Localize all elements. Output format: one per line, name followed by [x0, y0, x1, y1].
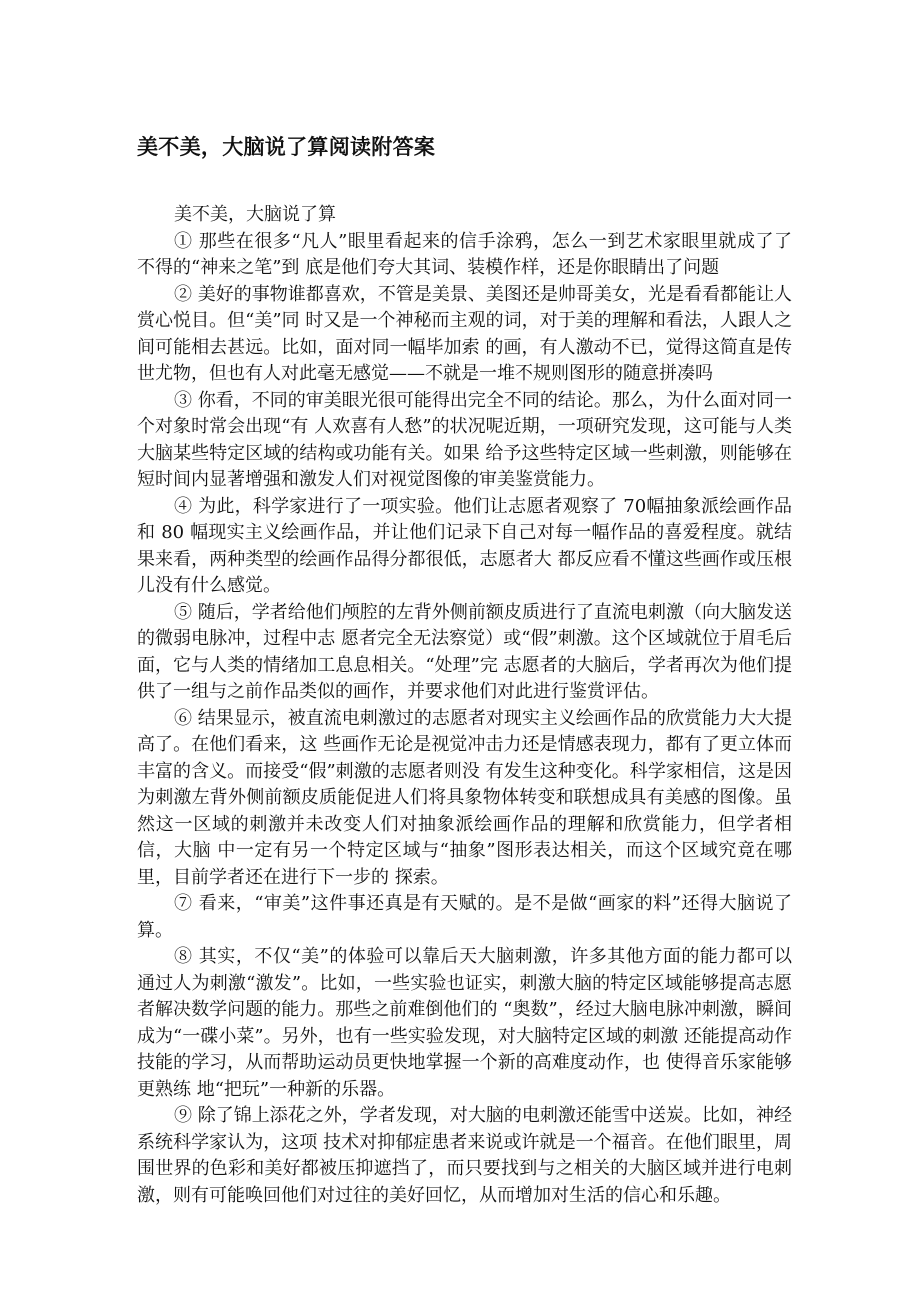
paragraph-6: ⑥ 结果显示，被直流电刺激过的志愿者对现实主义绘画作品的欣赏能力大大提高了。在他们看来，这 些画作无论是视觉冲击力还是情感表现力，都有了更立体而丰富的含义。而接受“假”刺激的志愿者则没 有发生这种变化。科学家相信，这是因为刺激左背外侧前额皮质能促进人们将具象物体转变和联想成具有美感的图像。虽然这一区域的刺激并未改变人们对抽象派绘画作品的理解和欣赏能力，但学者相信，大脑 中一定有另一个特定区域与“抽象”图形表达相关，而这个区域究竟在哪里，目前学者还在进行下一步的 探索。: [137, 707, 792, 888]
article-subtitle: 美不美，大脑说了算: [174, 204, 336, 225]
article-body: [137, 202, 792, 1209]
paragraph-4: ④ 为此，科学家进行了一项实验。他们让志愿者观察了 70幅抽象派绘画作品和 80 幅现实主义绘画作品，并让他们记录下自己对每一幅作品的喜爱程度。就结果来看，两种类型的绘画作品得分都很低，志愿者大 都反应看不懂这些画作或压根儿没有什么感觉。: [137, 495, 792, 596]
paragraph-2: ② 美好的事物谁都喜欢，不管是美景、美图还是帅哥美女，光是看看都能让人赏心悦目。但“美”同 时又是一个神秘而主观的词，对于美的理解和看法，人跟人之间可能相去甚远。比如，面对同一幅毕加索 的画，有人激动不已，觉得这简直是传世尤物，但也有人对此毫无感觉——不就是一堆不规则图形的随意拼凑吗: [137, 283, 792, 384]
document-title: 美不美，大脑说了算阅读附答案: [137, 135, 436, 159]
paragraph-1: ① 那些在很多“凡人”眼里看起来的信手涂鸦，怎么一到艺术家眼里就成了了不得的“神来之笔”到 底是他们夸大其词、装模作样，还是你眼睛出了问题: [137, 230, 792, 278]
paragraph-3: ③ 你看，不同的审美眼光很可能得出完全不同的结论。那么，为什么面对同一个对象时常会出现“有 人欢喜有人愁”的状况呢近期，一项研究发现，这可能与人类大脑某些特定区域的结构或功能有关。如果 给予这些特定区域一些刺激，则能够在短时间内显著增强和激发人们对视觉图像的审美鉴赏能力。: [137, 389, 792, 490]
paragraph-5: ⑤ 随后，学者给他们颅腔的左背外侧前额皮质进行了直流电刺激（向大脑发送的微弱电脉冲，过程中志 愿者完全无法察觉）或“假”刺激。这个区域就位于眉毛后面，它与人类的情绪加工息息相关。“处理”完 志愿者的大脑后，学者再次为他们提供了一组与之前作品类似的画作，并要求他们对此进行鉴赏评估。: [137, 601, 792, 702]
paragraph-7: ⑦ 看来，“审美”这件事还真是有天赋的。是不是做“画家的料”还得大脑说了算。: [137, 893, 792, 941]
paragraph-8: ⑧ 其实，不仅“美”的体验可以靠后天大脑刺激，许多其他方面的能力都可以通过人为刺激“激发”。比如，一些实验也证实，刺激大脑的特定区域能够提高志愿者解决数学问题的能力。那些之前难倒他们的 “奥数”，经过大脑电脉冲刺激，瞬间成为“一碟小菜”。另外，也有一些实验发现，对大脑特定区域的刺激 还能提高动作技能的学习，从而帮助运动员更快地掌握一个新的高难度动作，也 使得音乐家能够更熟练 地“把玩”一种新的乐器。: [137, 946, 792, 1100]
paragraph-9: ⑨ 除了锦上添花之外，学者发现，对大脑的电刺激还能雪中送炭。比如，神经系统科学家认为，这项 技术对抑郁症患者来说或许就是一个福音。在他们眼里，周围世界的色彩和美好都被压抑遮挡了，而只要找到与之相关的大脑区域并进行电刺激，则有可能唤回他们对过往的美好回忆，从而增加对生活的信心和乐趣。: [137, 1105, 792, 1206]
